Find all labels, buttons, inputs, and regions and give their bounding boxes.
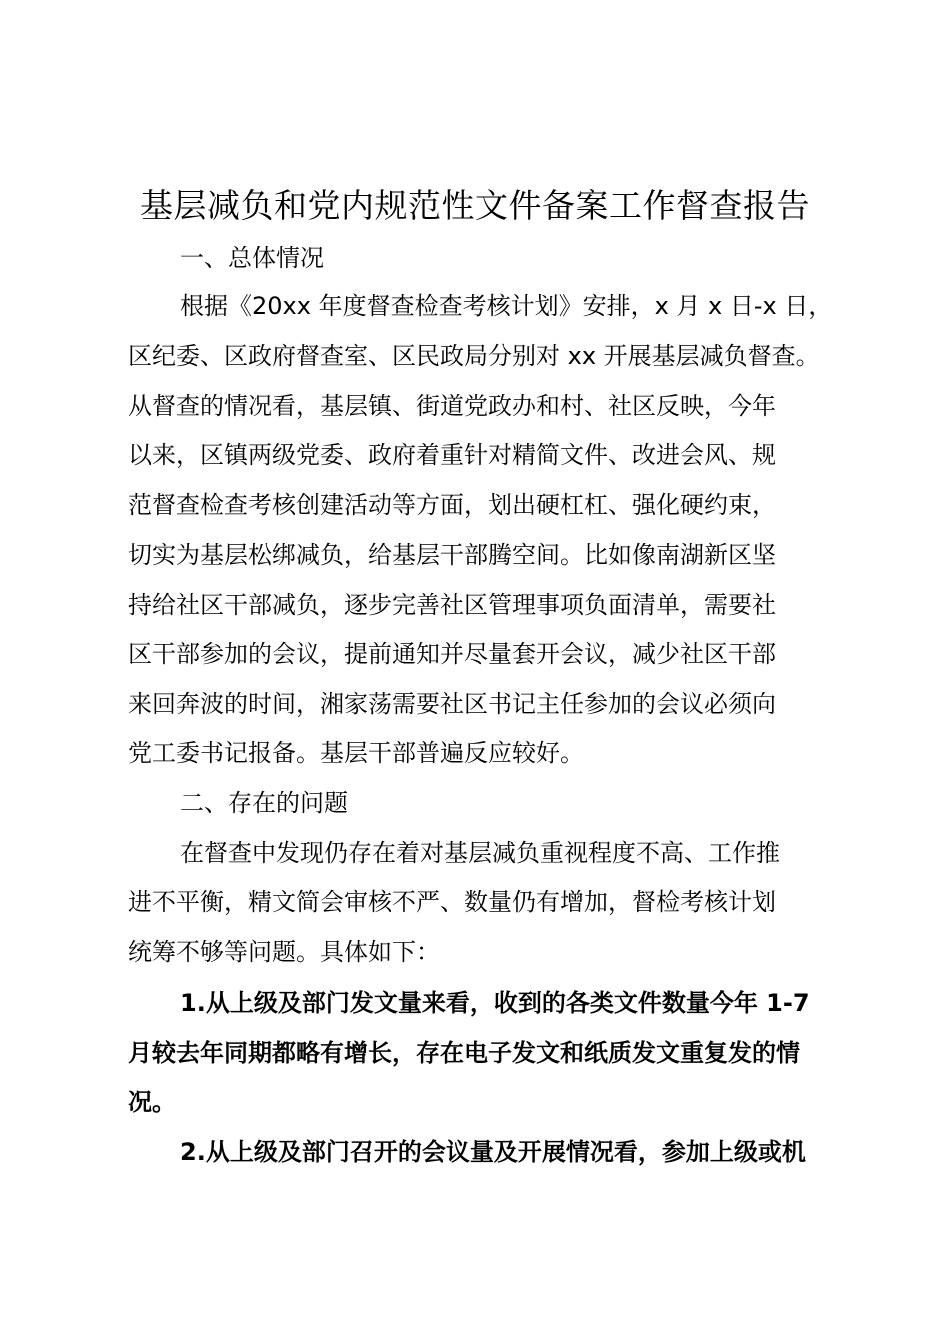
paragraph-line: 区干部参加的会议，提前通知并尽量套开会议，减少社区干部 (128, 640, 776, 668)
paragraph-line: 根据《20xx 年度督查检查考核计划》安排，x 月 x 日-x 日， (180, 292, 833, 320)
paragraph-line: 统筹不够等问题。具体如下： (128, 938, 440, 966)
section-heading-overview: 一、总体情况 (180, 244, 324, 272)
bold-list-item-line: 月较去年同期都略有增长，存在电子发文和纸质发文重复发的情 (128, 1039, 800, 1067)
bold-list-item-line: 况。 (128, 1088, 176, 1116)
paragraph-line: 切实为基层松绑减负，给基层干部腾空间。比如像南湖新区坚 (128, 541, 776, 569)
bold-list-item-line: 1.从上级及部门发文量来看，收到的各类文件数量今年 1-7 (180, 989, 810, 1017)
paragraph-line: 以来，区镇两级党委、政府着重针对精简文件、改进会风、规 (128, 441, 776, 469)
paragraph-line: 党工委书记报备。基层干部普遍反应较好。 (128, 739, 584, 767)
paragraph-line: 持给社区干部减负，逐步完善社区管理事项负面清单，需要社 (128, 591, 776, 619)
paragraph-line: 进不平衡，精文简会审核不严、数量仍有增加，督检考核计划 (128, 888, 776, 916)
paragraph-line: 范督查检查考核创建活动等方面，划出硬杠杠、强化硬约束， (128, 491, 776, 519)
paragraph-line: 区纪委、区政府督查室、区民政局分别对 xx 开展基层减负督查。 (128, 342, 820, 370)
document-title: 基层减负和党内规范性文件备案工作督查报告 (140, 186, 810, 225)
paragraph-line: 从督查的情况看，基层镇、街道党政办和村、社区反映，今年 (128, 392, 776, 420)
section-heading-problems: 二、存在的问题 (180, 789, 348, 817)
bold-list-item-line: 2.从上级及部门召开的会议量及开展情况看，参加上级或机 (180, 1138, 806, 1166)
paragraph-line: 在督查中发现仍存在着对基层减负重视程度不高、工作推 (180, 839, 780, 867)
paragraph-line: 来回奔波的时间，湘家荡需要社区书记主任参加的会议必须向 (128, 690, 776, 718)
